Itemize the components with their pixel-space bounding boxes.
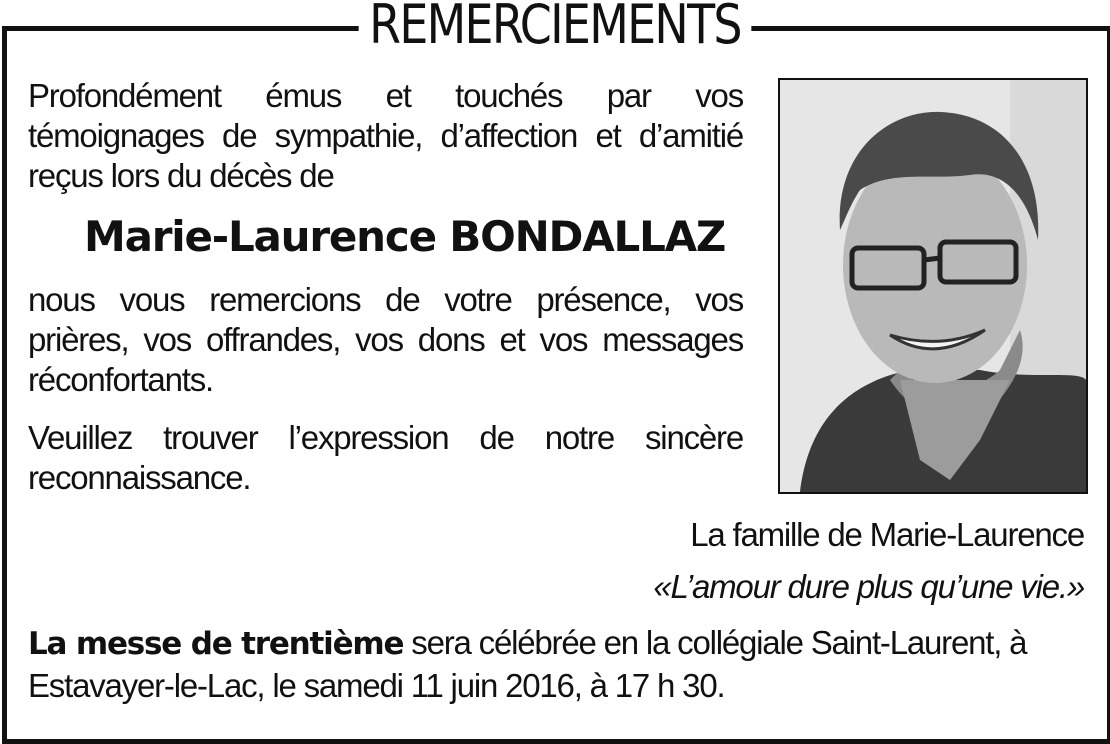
deceased-name: Marie-Laurence BONDALLAZ [84, 212, 726, 261]
portrait-photo [778, 78, 1088, 494]
notice-title: REMERCIEMENTS [83, 0, 1027, 56]
mass-announcement [28, 622, 1088, 707]
intro-text: Profondément émus et touchés par vos témoignages de sympathie, d’affection et d’amitié reçus lors du décès de [28, 77, 743, 194]
portrait-illustration [780, 80, 1086, 492]
thanks-text: nous vous remercions de votre présence, vos prières, vos offrandes, vos dons et vos messages réconfortants. [28, 281, 743, 398]
motto-quote: «L’amour dure plus qu’une vie.» [653, 568, 1084, 605]
family-signature: La famille de Marie-Laurence [690, 516, 1084, 553]
mass-heading: La messe de trentième [28, 626, 404, 662]
mass-details: sera célébrée en la collégiale Saint-Laurent, à Estavayer-le-Lac, le samedi 11 juin 2016, à 17 h 30. [28, 624, 1027, 704]
gratitude-text: Veuillez trouver l’expression de notre sincère reconnaissance. [28, 419, 743, 496]
